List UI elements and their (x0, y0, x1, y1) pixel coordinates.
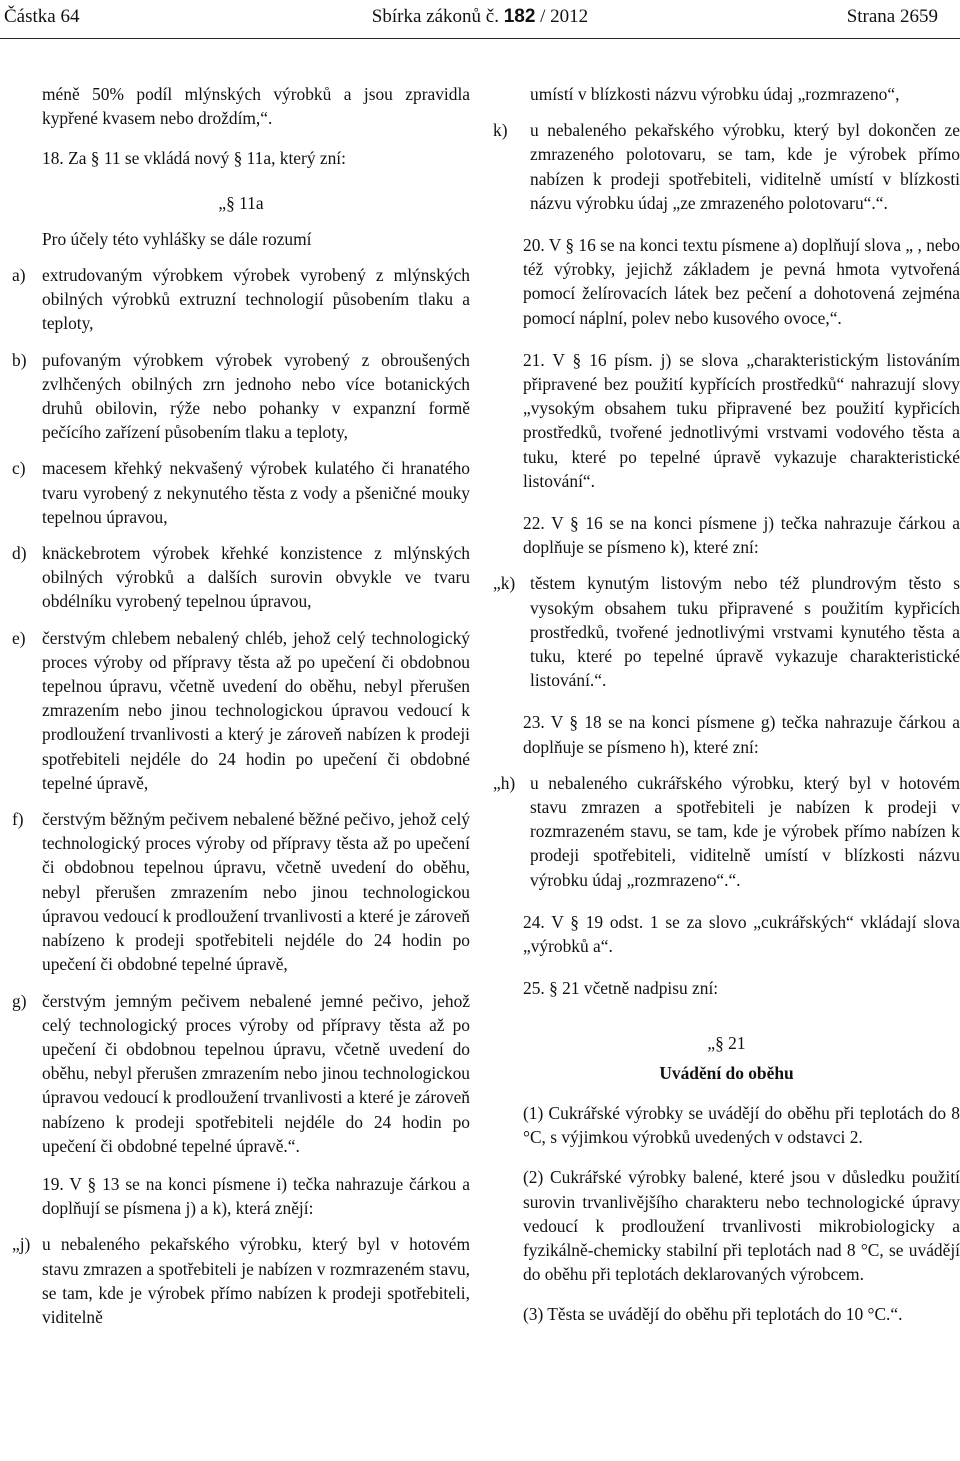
definition-item (12, 541, 470, 614)
definition-item (12, 263, 470, 336)
item-text: u nebaleného cukrářského výrobku, který byl v hotovém stavu zmrazen a spotřebiteli je nabízen k prodeji v rozmrazeném stavu, se tam, kde je výrobek přímo nabízen k prodeji spotřebiteli, viditelně umístí v blízkosti názvu výrobku údaj „rozmrazeno“.“. (530, 772, 960, 890)
item-j-continuation: umístí v blízkosti názvu výrobku údaj „rozmrazeno“, (530, 84, 900, 104)
header-number: 182 (503, 6, 536, 27)
paragraph-continuation: méně 50% podíl mlýnských výrobků a jsou zpravidla kypřené kvasem nebo droždím,“. (42, 84, 470, 129)
header-rule (0, 38, 960, 39)
header-year: / 2012 (535, 6, 589, 27)
point-20: 20. V § 16 se na konci textu písmene a) doplňují slova „ , nebo též výrobky, jejichž základem je pevná hmota vytvořená pomocí želírovacích látek bez pečení a dohotovená zejména pomocí náplní, polev nebo kusového ovoce,“. (523, 235, 960, 328)
section-11a-intro: Pro účely této vyhlášky se dále rozumí (42, 228, 312, 249)
item-label: b) (12, 349, 27, 370)
item-text: knäckebrotem výrobek křehké konzistence z mlýnských obilných výrobků a dalších surovin obvykle ve tvaru obdélníku vyrobený tepelnou úpravou, (42, 543, 470, 612)
header-title (0, 0, 960, 34)
item-k (493, 118, 960, 215)
item-text: čerstvým chlebem nebalený chléb, jehož celý technologický proces výroby od přípravy těsta až po upečení či obdobnou tepelnou úpravu, včetně uvedení do oběhu, nebyl přerušen zmrazením nebo jinou technologickou úpravou vedoucí k prodloužení trvanlivosti a který je zároveň nabízen k prodeji spotřebiteli nejdéle do 24 hodin po upečení či obdobné tepelné úpravě, (42, 627, 470, 793)
item-text: u nebaleného pekařského výrobku, který byl v hotovém stavu zmrazen a spotřebiteli je nabízen v rozmrazeném stavu, se tam, kde je výrobek přímo nabízen k prodeji spotřebiteli, viditelně (42, 1234, 470, 1327)
item-label: f) (12, 809, 24, 830)
page-header (0, 0, 960, 38)
point-21: 21. V § 16 písm. j) se slova „charakteristickým listováním připravené bez použití kypřících prostředků“ nahrazují slovy „vysokým obsahem tuku připravené bez použití kypřicích prostředků, tvořené jednotlivými vrstvami vodového těsta a tuku, které po tepelné úpravě vykazuje charakteristické listování“. (523, 349, 960, 491)
item-label: c) (12, 458, 26, 479)
definition-item (12, 626, 470, 795)
item-k-new (493, 571, 960, 692)
point-22: 22. V § 16 se na konci písmene j) tečka nahrazuje čárkou a doplňuje se písmeno k), které zní: (523, 513, 960, 558)
subsection-1: (1) Cukrářské výrobky se uvádějí do oběhu při teplotách do 8 °C, s výjimkou výrobků uvedených v odstavci 2. (523, 1102, 960, 1148)
point-24: 24. V § 19 odst. 1 se za slovo „cukrářských“ vkládají slova „výrobků a“. (523, 911, 960, 957)
item-label: k) (493, 120, 508, 141)
subsection-3: (3) Těsta se uvádějí do oběhu při teplotách do 10 °C.“. (523, 1304, 903, 1325)
item-label: e) (12, 627, 26, 648)
definition-item (12, 348, 470, 445)
header-page: Strana 2659 (846, 6, 938, 27)
point-18: 18. Za § 11 se vkládá nový § 11a, který zní: (42, 148, 346, 169)
definition-item (12, 989, 470, 1158)
item-label: „h) (493, 772, 516, 793)
item-text: pufovaným výrobkem výrobek vyrobený z obroušených zvlhčených obilných zrn jednoho nebo více botanických druhů obilovin, rýže nebo pohanky v expanzní formě pečícího zařízení působením tlaku a teploty, (42, 349, 470, 443)
point-19: 19. V § 13 se na konci písmene i) tečka nahrazuje čárkou a doplňují se písmena j) a k), která znějí: (42, 1173, 470, 1219)
right-column (493, 82, 960, 1327)
left-column (12, 82, 470, 1329)
item-label: d) (12, 543, 27, 564)
item-h (493, 771, 960, 892)
section-11a-heading: „§ 11a (218, 192, 264, 213)
definition-item (12, 807, 470, 976)
point-23: 23. V § 18 se na konci písmene g) tečka nahrazuje čárkou a doplňuje se písmeno h), které zní: (523, 712, 960, 757)
section-21-heading: „§ 21 (707, 1032, 746, 1053)
definition-item (12, 456, 470, 529)
item-label: g) (12, 990, 27, 1011)
item-j (12, 1232, 470, 1329)
subsection-2: (2) Cukrářské výrobky balené, které jsou v důsledku použití surovin trvanlivějšího charakteru nebo technologické úpravy vedoucí k prodloužení trvanlivosti mikrobiologicky a fyzikálně-chemicky stabilní při teplotách nad 8 °C, se uvádějí do oběhu při teplotách deklarovaných výrobcem. (523, 1167, 960, 1285)
item-text: čerstvým jemným pečivem nebalené jemné pečivo, jehož celý technologický proces výroby od přípravy těsta až po upečení či obdobnou tepelnou úpravu, včetně uvedení do oběhu, nebyl přerušen zmrazením nebo jinou technologickou úpravou vedoucí k prodloužení trvanlivosti a které je zároveň nabízeno k prodeji spotřebiteli nejdéle do 24 hodin po upečení či obdobné tepelné úpravě.“. (42, 990, 470, 1156)
item-text: extrudovaným výrobkem výrobek vyrobený z mlýnských obilných výrobků extruzní technologií působením tlaku a teploty, (42, 265, 470, 334)
header-journal: Sbírka zákonů č. (371, 6, 499, 27)
definition-list (12, 263, 470, 1158)
header-part: Částka 64 (4, 6, 80, 27)
item-text: těstem kynutým listovým nebo též plundrovým těsto s vysokým obsahem tuku připravené s použitím kypřicích prostředků, tvořené jednotlivými vrstvami kynutého těsta a tuku, které po tepelné úpravě vykazuje charakteristické listování.“. (530, 573, 960, 691)
point-25: 25. § 21 včetně nadpisu zní: (523, 978, 719, 999)
item-label: „j) (12, 1234, 31, 1255)
item-label: „k) (493, 573, 516, 594)
section-21-title: Uvádění do oběhu (659, 1062, 794, 1083)
item-text: čerstvým běžným pečivem nebalené běžné pečivo, jehož celý technologický proces výroby od přípravy těsta až po upečení či obdobnou tepelnou úpravu, včetně uvedení do oběhu, nebyl přerušen zmrazením nebo jinou technologickou úpravou vedoucí k prodloužení trvanlivosti a které je zároveň nabízeno k prodeji spotřebiteli nejdéle do 24 hodin po upečení či obdobné tepelné úpravě, (42, 809, 470, 975)
item-text: u nebaleného pekařského výrobku, který byl dokončen ze zmrazeného polotovaru, se tam, kde je výrobek přímo nabízen k prodeji spotřebiteli, viditelně umístí v blízkosti názvu výrobku údaj „ze zmrazeného polotovaru“.“. (530, 120, 960, 213)
item-text: macesem křehký nekvašený výrobek kulatého či hranatého tvaru vyrobený z nekynutého těsta z vody a pšeničné mouky tepelnou úpravou, (42, 458, 470, 527)
item-label: a) (12, 265, 26, 286)
